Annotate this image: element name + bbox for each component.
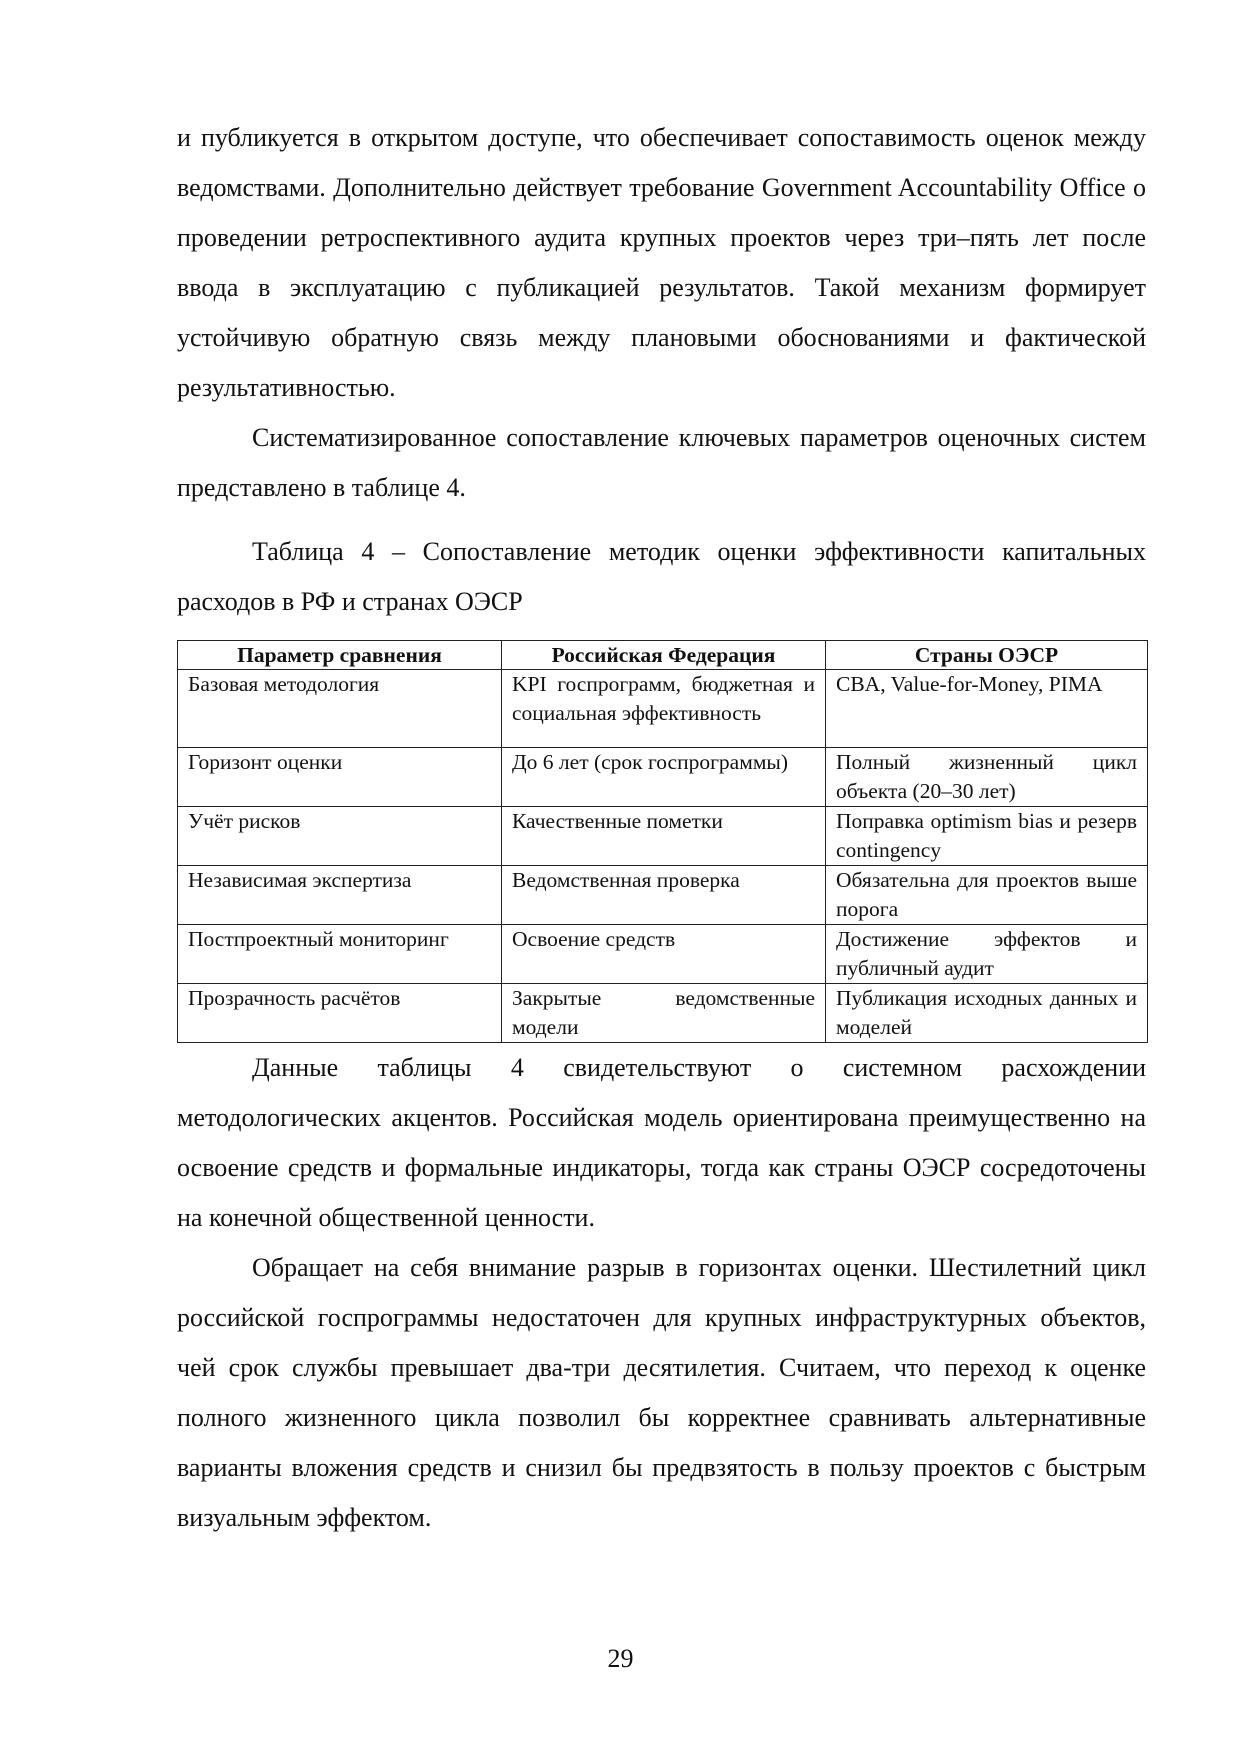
paragraph-table-reference: Систематизированное сопоставление ключевых параметров оценочных систем представлено в таблице 4. bbox=[177, 423, 1146, 502]
table-row bbox=[178, 807, 1148, 866]
table-cell: До 6 лет (срок госпрограммы) bbox=[502, 748, 826, 807]
paragraph-horizon-gap: Обращает на себя внимание разрыв в горизонтах оценки. Шестилетний цикл российской госпрограммы недостаточен для крупных инфраструктурных объектов, чей срок службы превышает два-три десятилетия. Считаем, что переход к оценке полного жизненного цикла позволил бы корректнее сравнивать альтернативные варианты вложения средств и снизил бы предвзятость в пользу проектов с быстрым визуальным эффектом. bbox=[177, 1253, 1146, 1532]
table-header-row bbox=[178, 641, 1148, 670]
table-row bbox=[178, 748, 1148, 807]
paragraph-intro: и публикуется в открытом доступе, что обеспечивает сопоставимость оценок между ведомствами. Дополнительно действует требование Government Accountability Office о проведении ретроспективного аудита крупных проектов через три–пять лет после ввода в эксплуатацию с публикацией результатов. Такой механизм формирует устойчивую обратную связь между плановыми обоснованиями и фактической результативностью. bbox=[177, 123, 1146, 402]
paragraph-table-analysis: Данные таблицы 4 свидетельствуют о системном расхождении методологических акцентов. Российская модель ориентирована преимущественно на освоение средств и формальные индикаторы, тогда как страны ОЭСР сосредоточены на конечной общественной ценности. bbox=[177, 1053, 1146, 1232]
table-cell: Поправка optimism bias и резерв contingency bbox=[826, 807, 1148, 866]
table-cell: Закрытые ведомственные модели bbox=[502, 984, 826, 1043]
table-cell: CBA, Value-for-Money, PIMA bbox=[826, 670, 1148, 748]
table-cell: Горизонт оценки bbox=[178, 748, 502, 807]
table-cell: Постпроектный мониторинг bbox=[178, 925, 502, 984]
table-cell: Обязательна для проектов выше порога bbox=[826, 866, 1148, 925]
table-cell: Учёт рисков bbox=[178, 807, 502, 866]
column-header: Страны ОЭСР bbox=[826, 641, 1148, 670]
table-cell: Прозрачность расчётов bbox=[178, 984, 502, 1043]
table-caption: Таблица 4 – Сопоставление методик оценки эффективности капитальных расходов в РФ и странах ОЭСР bbox=[177, 537, 1146, 616]
column-header: Параметр сравнения bbox=[178, 641, 502, 670]
table-row bbox=[178, 670, 1148, 748]
table-cell: KPI госпрограмм, бюджетная и социальная эффективность bbox=[502, 670, 826, 748]
table-cell: Базовая методология bbox=[178, 670, 502, 748]
table-row bbox=[178, 984, 1148, 1043]
table-cell: Качественные пометки bbox=[502, 807, 826, 866]
table-cell: Полный жизненный цикл объекта (20–30 лет) bbox=[826, 748, 1148, 807]
table-cell: Освоение средств bbox=[502, 925, 826, 984]
comparison-table bbox=[177, 640, 1148, 1043]
table-cell: Публикация исходных данных и моделей bbox=[826, 984, 1148, 1043]
table-cell: Независимая экспертиза bbox=[178, 866, 502, 925]
column-header: Российская Федерация bbox=[502, 641, 826, 670]
table-cell: Достижение эффектов и публичный аудит bbox=[826, 925, 1148, 984]
table-row bbox=[178, 925, 1148, 984]
table-row bbox=[178, 866, 1148, 925]
table-cell: Ведомственная проверка bbox=[502, 866, 826, 925]
page-number: 29 bbox=[607, 1644, 634, 1673]
